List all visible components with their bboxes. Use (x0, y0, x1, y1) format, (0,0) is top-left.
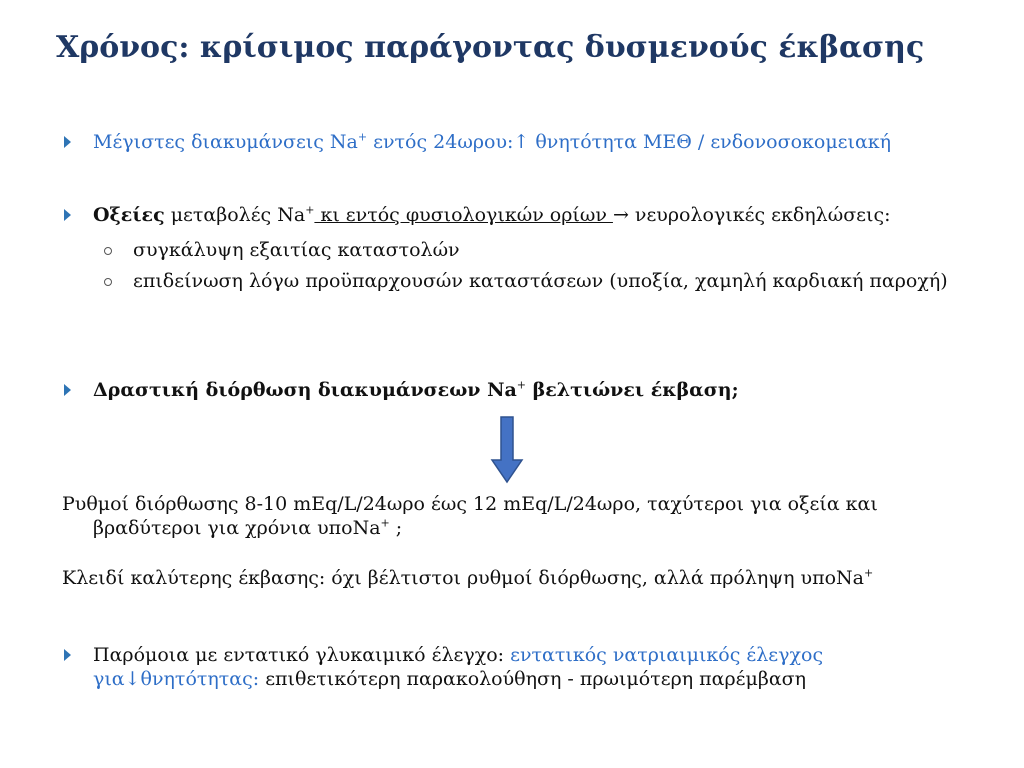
circle-bullet-icon (104, 278, 112, 286)
bullet-2-text2: → νευρολογικές εκδηλώσεις: (612, 204, 891, 226)
bullet-item-3 (62, 378, 962, 402)
slide-title: Χρόνος: κρίσιμος παράγοντας δυσμενούς έκβασης (56, 30, 925, 65)
sub-item-2-text: επιδείνωση λόγω προϋπαρχουσών καταστάσεων (υποξία, χαμηλή καρδιακή παροχή) (133, 270, 948, 292)
paragraph-1-sup: + (380, 516, 390, 530)
paragraph-1-text: Ρυθμοί διόρθωσης 8-10 mEq/L/24ωρο έως 12 mEq/L/24ωρο, ταχύτεροι για οξεία και βραδύτεροι για χρόνια υποNa (62, 493, 878, 539)
paragraph-2-text: Κλειδί καλύτερης έκβασης: όχι βέλτιστοι ρυθμοί διόρθωσης, αλλά πρόληψη υποNa (62, 567, 864, 589)
bullet-item-2 (62, 203, 962, 293)
bullet-4-blue: εντατικός νατριαιμικός έλεγχος για↓θνητότητας: (93, 644, 824, 690)
bullet-arrow-icon (64, 136, 71, 148)
bullet-arrow-icon (64, 649, 71, 661)
sub-item-1-text: συγκάλυψη εξαιτίας καταστολών (133, 239, 460, 261)
bullet-item-1 (62, 130, 962, 154)
down-arrow-icon (490, 416, 524, 484)
bullet-2-sup: + (305, 203, 315, 217)
bullet-2-underline: κι εντός φυσιολογικών ορίων (314, 204, 613, 226)
bullet-4-text2: επιθετικότερη παρακολούθηση - πρωιμότερη παρέμβαση (259, 668, 807, 690)
bullet-4-text: Παρόμοια με εντατικό γλυκαιμικό έλεγχο: (93, 644, 511, 666)
bullet-arrow-icon (64, 384, 71, 396)
bullet-1-text2: εντός 24ωρου:↑ θνητότητα ΜΕΘ / ενδονοσοκομειακή (367, 131, 892, 153)
sub-item-1 (62, 238, 962, 262)
bullet-3-sup: + (516, 378, 526, 392)
paragraph-2-sup: + (864, 566, 874, 580)
bullet-3-bold: Δραστική διόρθωση διακυμάνσεων Na (93, 379, 517, 401)
bullet-item-4 (62, 643, 952, 691)
circle-bullet-icon (104, 247, 112, 255)
paragraph-1 (62, 492, 962, 540)
paragraph-2 (62, 566, 962, 590)
bullet-1-sup: + (357, 130, 368, 144)
bullet-3-bold2: βελτιώνει έκβαση; (526, 379, 739, 401)
sub-item-2 (62, 269, 962, 293)
paragraph-1-text2: ; (389, 517, 403, 539)
bullet-2-bold: Οξείες (93, 204, 165, 226)
bullet-arrow-icon (64, 209, 71, 221)
bullet-1-text: Μέγιστες διακυμάνσεις Na (93, 131, 358, 153)
bullet-2-text: μεταβολές Na (164, 204, 306, 226)
